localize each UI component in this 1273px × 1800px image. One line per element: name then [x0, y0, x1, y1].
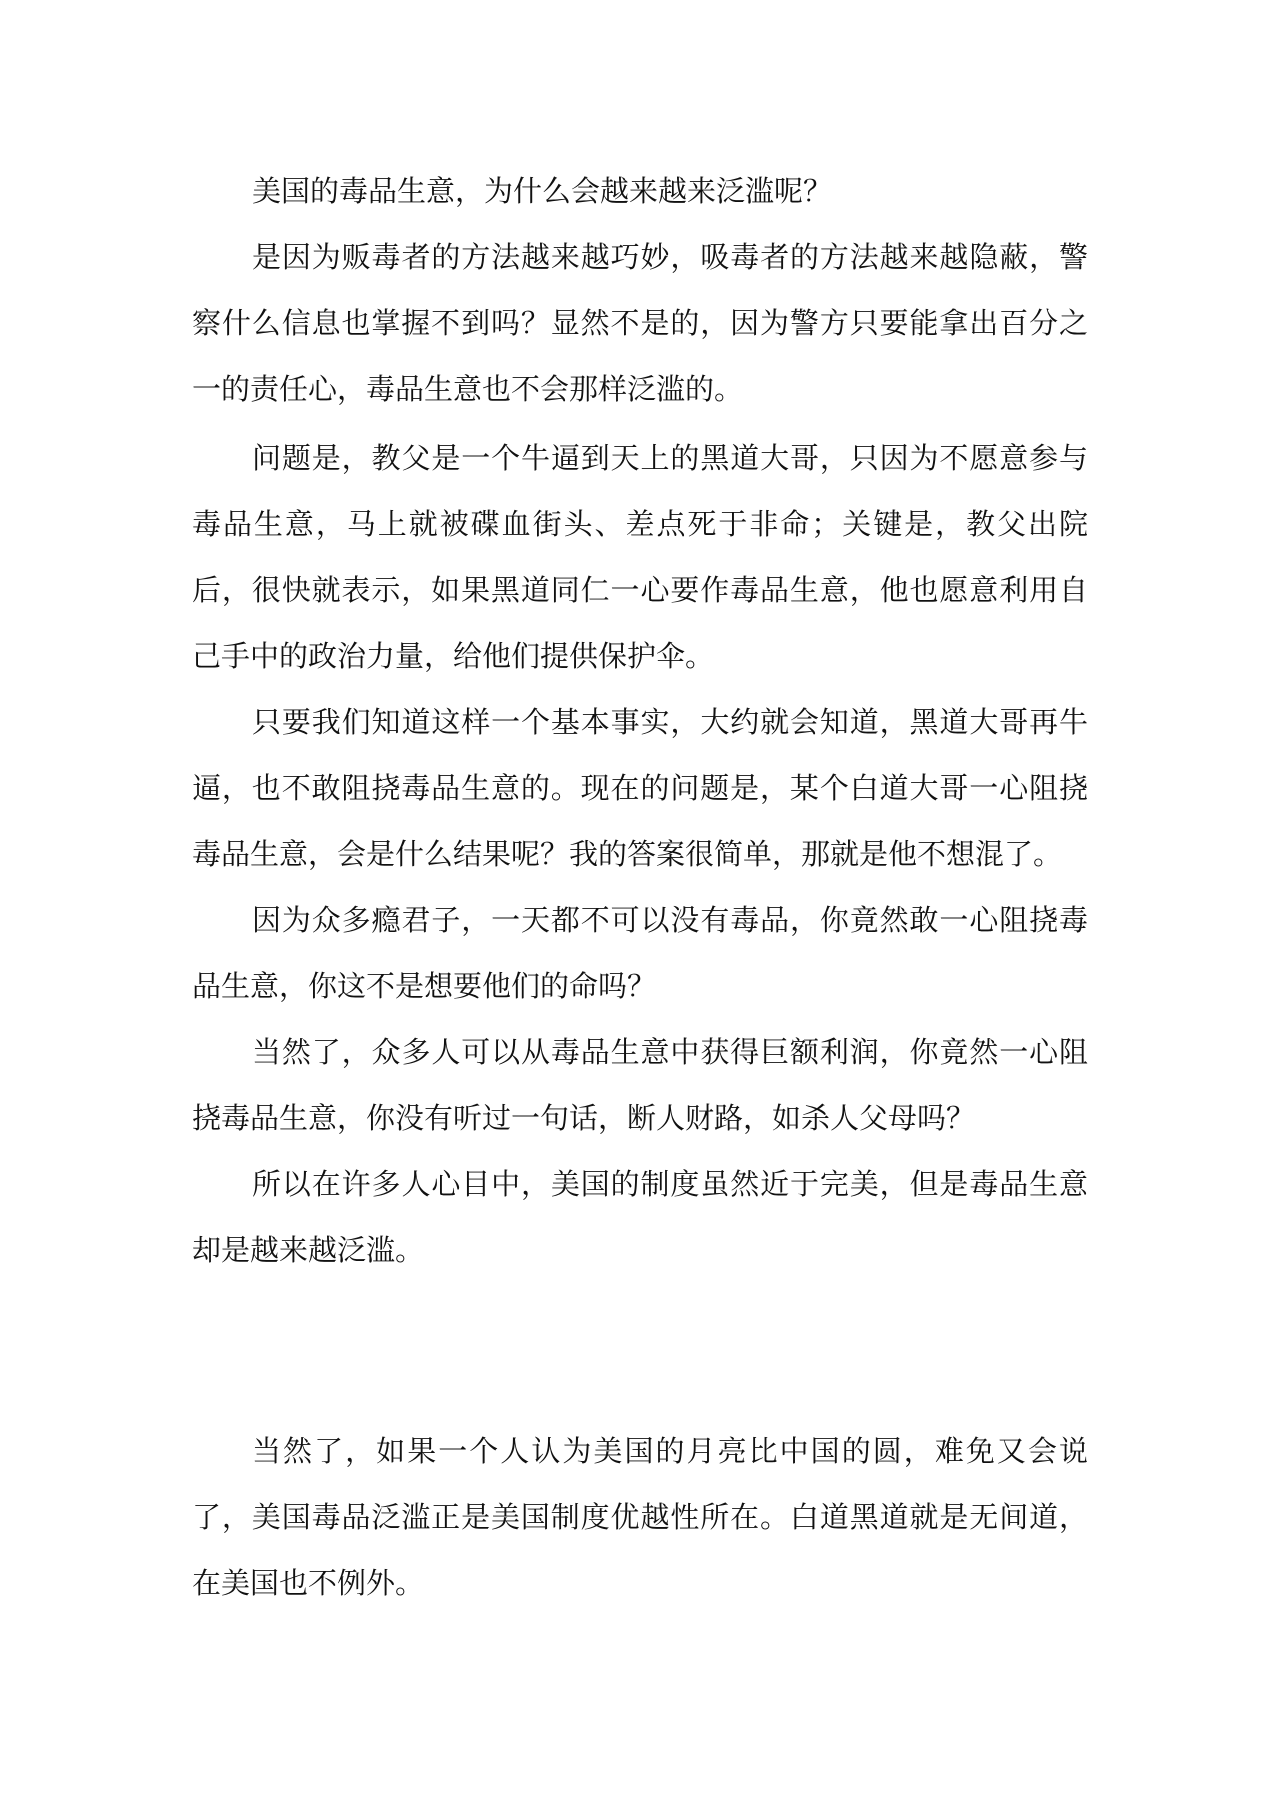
- paragraph: 当然了，众多人可以从毒品生意中获得巨额利润，你竟然一心阻挠毒品生意，你没有听过一句话，断人财路，如杀人父母吗？: [192, 1035, 1088, 1135]
- paragraph: 因为众多瘾君子，一天都不可以没有毒品，你竟然敢一心阻挠毒品生意，你这不是想要他们的命吗？: [192, 903, 1088, 1003]
- paragraph: 当然了，如果一个人认为美国的月亮比中国的圆，难免又会说了，美国毒品泛滥正是美国制度优越性所在。白道黑道就是无间道，在美国也不例外。: [192, 1434, 1088, 1600]
- text-section-1: [192, 158, 1088, 422]
- text-section-3: [192, 1418, 1088, 1616]
- paragraph: 是因为贩毒者的方法越来越巧妙，吸毒者的方法越来越隐蔽，警察什么信息也掌握不到吗？显然不是的，因为警方只要能拿出百分之一的责任心，毒品生意也不会那样泛滥的。: [192, 240, 1088, 406]
- paragraph: 问题是，教父是一个牛逼到天上的黑道大哥，只因为不愿意参与毒品生意，马上就被碟血街头、差点死于非命；关键是，教父出院后，很快就表示，如果黑道同仁一心要作毒品生意，他也愿意利用自己手中的政治力量，给他们提供保护伞。: [192, 441, 1088, 673]
- text-section-2: [192, 425, 1088, 1283]
- paragraph: 所以在许多人心目中，美国的制度虽然近于完美，但是毒品生意却是越来越泛滥。: [192, 1167, 1088, 1267]
- paragraph: 只要我们知道这样一个基本事实，大约就会知道，黑道大哥再牛逼，也不敢阻挠毒品生意的。现在的问题是，某个白道大哥一心阻挠毒品生意，会是什么结果呢？我的答案很简单，那就是他不想混了。: [192, 705, 1088, 871]
- paragraph: 美国的毒品生意，为什么会越来越来泛滥呢？: [252, 174, 833, 208]
